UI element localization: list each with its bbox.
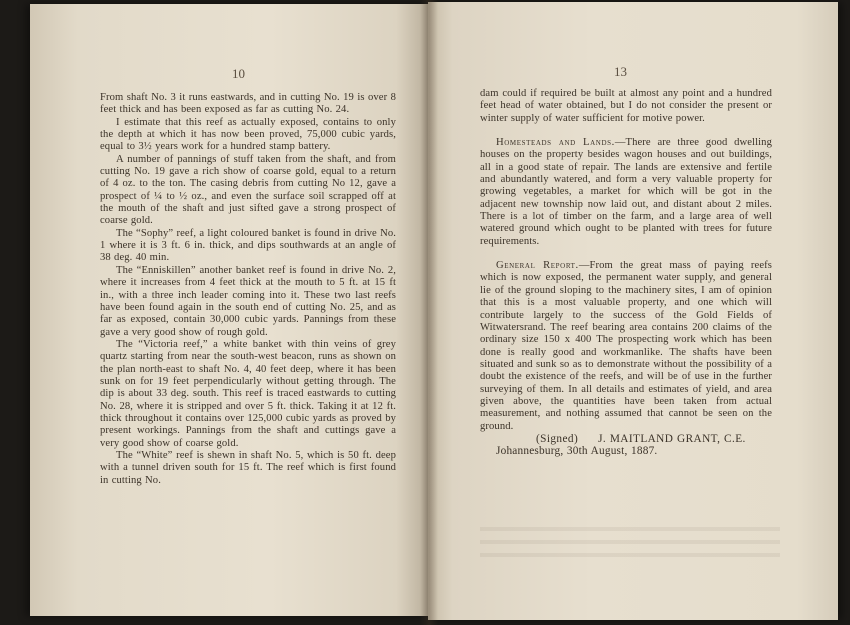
paragraph-general-report bbox=[480, 260, 772, 433]
signatory-name: J. MAITLAND GRANT, C.E. bbox=[598, 432, 746, 445]
place-date: Johannesburg, 30th August, 1887. bbox=[496, 445, 658, 458]
general-report-body: —From the great mass of paying reefs which is now exposed, the permanent water supply, and general lie of the ground sloping to the machinery sites, I am of opinion that this is a most valuable property, and one which will contribute largely to the success of the Gold Fields of Witwatersrand. The reef bearing area contains 200 claims of the ordinary size 150 x 400 The prospecting work which has been done is really good and workmanlike. The shafts have been situated and sunk so as to demonstrate without the possibility of a doubt the existence of the reefs, and will be of use in the further surveying of them. In all details and estimates of yield, and area given above, the quantities have been taken from actual measurement, and nothing assumed that cannot be seen on the ground. bbox=[480, 260, 772, 432]
page-number-right: 13 bbox=[614, 64, 627, 79]
paragraph-shaft-3: From shaft No. 3 it runs eastwards, and in cutting No. 19 is over 8 feet thick and has been exposed as far as cutting No. 24. bbox=[100, 92, 396, 116]
bleed-through-text bbox=[480, 520, 780, 564]
general-report-heading: General Report. bbox=[496, 260, 579, 272]
paragraph-pannings: A number of pannings of stuff taken from the shaft, and from cutting No. 19 gave a rich show of coarse gold, equal to a return of 4 oz. to the ton. The casing debris from cutting No 12, gave a prospect of ¼ to ½ oz., and even the surface soil scrapped off at the mouth of the shaft and just sifted gave a strong prospect of coarse gold. bbox=[100, 153, 396, 227]
paragraph-dam: dam could if required be built at almost any point and a hundred feet head of water obtained, but I do not consider the present or winter supply of water sufficient for motive power. bbox=[480, 88, 772, 124]
paragraph-white-reef: The “White” reef is shewn in shaft No. 5, which is 50 ft. deep with a tunnel driven south for 15 ft. The reef which is first found in cutting No. bbox=[100, 449, 396, 486]
left-page-text bbox=[100, 92, 396, 487]
paragraph-enniskillen-reef: The “Enniskillen” another banket reef is found in drive No. 2, where it increases from 4 feet thick at the mouth to 5 ft. at 15 ft in., with a three inch leader coming into it. These two last reefs have been found again in the south end of cutting No. 25, and as far as exposed, contain 30,000 cubic yards. Pannings from these gave a very good show of rough gold. bbox=[100, 264, 396, 338]
page-number-left: 10 bbox=[232, 66, 245, 81]
signature-line bbox=[480, 433, 772, 445]
signed-label: (Signed) bbox=[536, 432, 579, 445]
paragraph-estimate: I estimate that this reef as actually exposed, contains to only the depth at which it has now been proved, 75,000 cubic yards, equal to 3½ years work for a hundred stamp battery. bbox=[100, 116, 396, 153]
paragraph-homesteads bbox=[480, 137, 772, 248]
left-page bbox=[30, 4, 428, 616]
paragraph-victoria-reef: The “Victoria reef,” a white banket with thin veins of grey quartz starting from near the south-west beacon, runs as shown on the plan north-east to shaft No. 4, 40 feet deep, where it has been sunk on for 19 feet perpendicularly without getting through. The dip is about 33 deg. south. This reef is traced eastwards to cutting No. 28, where it is stripped and over 5 ft. thick. Taking it at 12 ft. thick throughout it contains over 125,000 cubic yards as proved by present workings. Pannings from the shaft and cuttings gave a very good show of coarse gold. bbox=[100, 338, 396, 449]
homesteads-heading: Homesteads and Lands. bbox=[496, 137, 615, 149]
right-page bbox=[428, 2, 838, 620]
paragraph-sophy-reef: The “Sophy” reef, a light coloured banket is found in drive No. 1 where it is 3 ft. 6 in. thick, and dips southwards at an angle of 38 deg. 40 min. bbox=[100, 227, 396, 264]
homesteads-body: —There are three good dwelling houses on the property besides wagon houses and out buildings, all in a good state of repair. The lands are extensive and fertile and abundantly watered, and form a very valuable property for growing vegetables, a market for which will be got in the adjacent new township now laid out, and distant about 2 miles. There is a lot of timber on the farm, and a large area of well watered ground which ought to be planted with trees for future requirements. bbox=[480, 137, 772, 247]
right-page-text bbox=[480, 88, 772, 458]
